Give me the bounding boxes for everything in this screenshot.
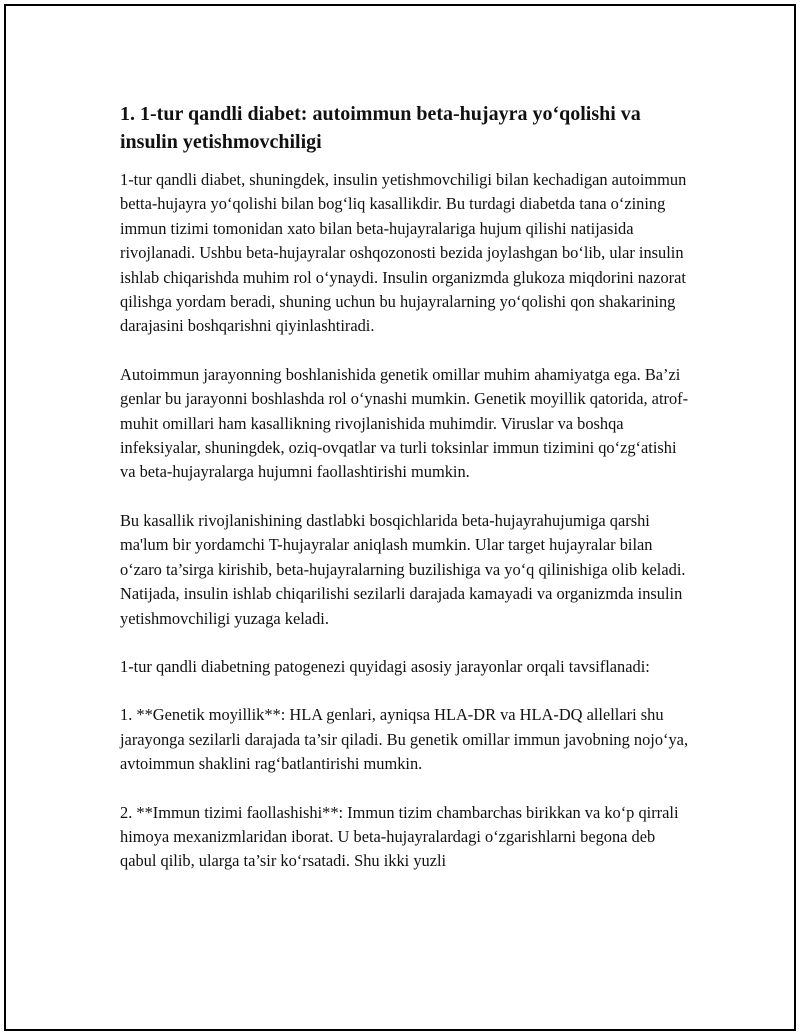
document-body: [120, 100, 690, 874]
page-border: [4, 4, 796, 1031]
paragraph-t-cells: Bu kasallik rivojlanishining dastlabki bosqichlarida beta-hujayrahujumiga qarshi ma'lum bir yordamchi T-hujayralar aniqlash mumkin. Ular target hujayralar bilan o‘zaro ta’sirga kirishib, beta-hujayralarning buzilishiga va yo‘q qilinishiga olib keladi. Natijada, insulin ishlab chiqarilishi sezilarli darajada kamayadi va organizmda insulin yetishmovchiligi yuzaga keladi.: [120, 510, 686, 628]
paragraph-intro: 1-tur qandli diabet, shuningdek, insulin yetishmovchiligi bilan kechadigan autoimmun betta-hujayra yo‘qolishi bilan bog‘liq kasallikdir. Bu turdagi diabetda tana o‘zining immun tizimi tomonidan xato bilan beta-hujayralariga hujum qilishi natijasida rivojlanadi. Ushbu beta-hujayralar oshqozonosti bezida joylashgan bo‘lib, ular insulin ishlab chiqarishda muhim rol o‘ynaydi. Insulin organizmda glukoza miqdorini nazorat qilishga yordam beradi, shuning uchun bu hujayralarning yo‘qolishi qon shakarining darajasini boshqarishni qiyinlashtiradi.: [120, 170, 687, 336]
list-item-genetic-predisposition: 1. **Genetik moyillik**: HLA genlari, ayniqsa HLA-DR va HLA-DQ allellari shu jarayonga sezilarli darajada ta’sir qiladi. Bu genetik omillar immun javobning nojo‘ya, avtoimmun shaklini rag‘batlantirishi mumkin.: [120, 705, 689, 774]
paragraph-pathogenesis-intro: 1-tur qandli diabetning patogenezi quyidagi asosiy jarayonlar orqali tavsiflanadi:: [120, 656, 650, 676]
section-heading: 1. 1-tur qandli diabet: autoimmun beta-hujayra yo‘qolishi va insulin yetishmovchiligi: [120, 103, 641, 153]
list-item-immune-activation: 2. **Immun tizimi faollashishi**: Immun tizim chambarchas birikkan va ko‘p qirrali himoya mexanizmlaridan iborat. U beta-hujayralardagi o‘zgarishlarni begona deb qabul qilib, ularga ta’sir ko‘rsatadi. Shu ikki yuzli: [120, 802, 679, 871]
paragraph-autoimmune-onset: Autoimmun jarayonning boshlanishida genetik omillar muhim ahamiyatga ega. Ba’zi genlar bu jarayonni boshlashda rol o‘ynashi mumkin. Genetik moyillik qatorida, atrof-muhit omillari ham kasallikning rivojlanishida muhimdir. Viruslar va boshqa infeksiyalar, shuningdek, oziq-ovqatlar va turli toksinlar immun tizimini qo‘zg‘atishi va beta-hujayralarga hujumni faollashtirishi mumkin.: [120, 364, 689, 482]
